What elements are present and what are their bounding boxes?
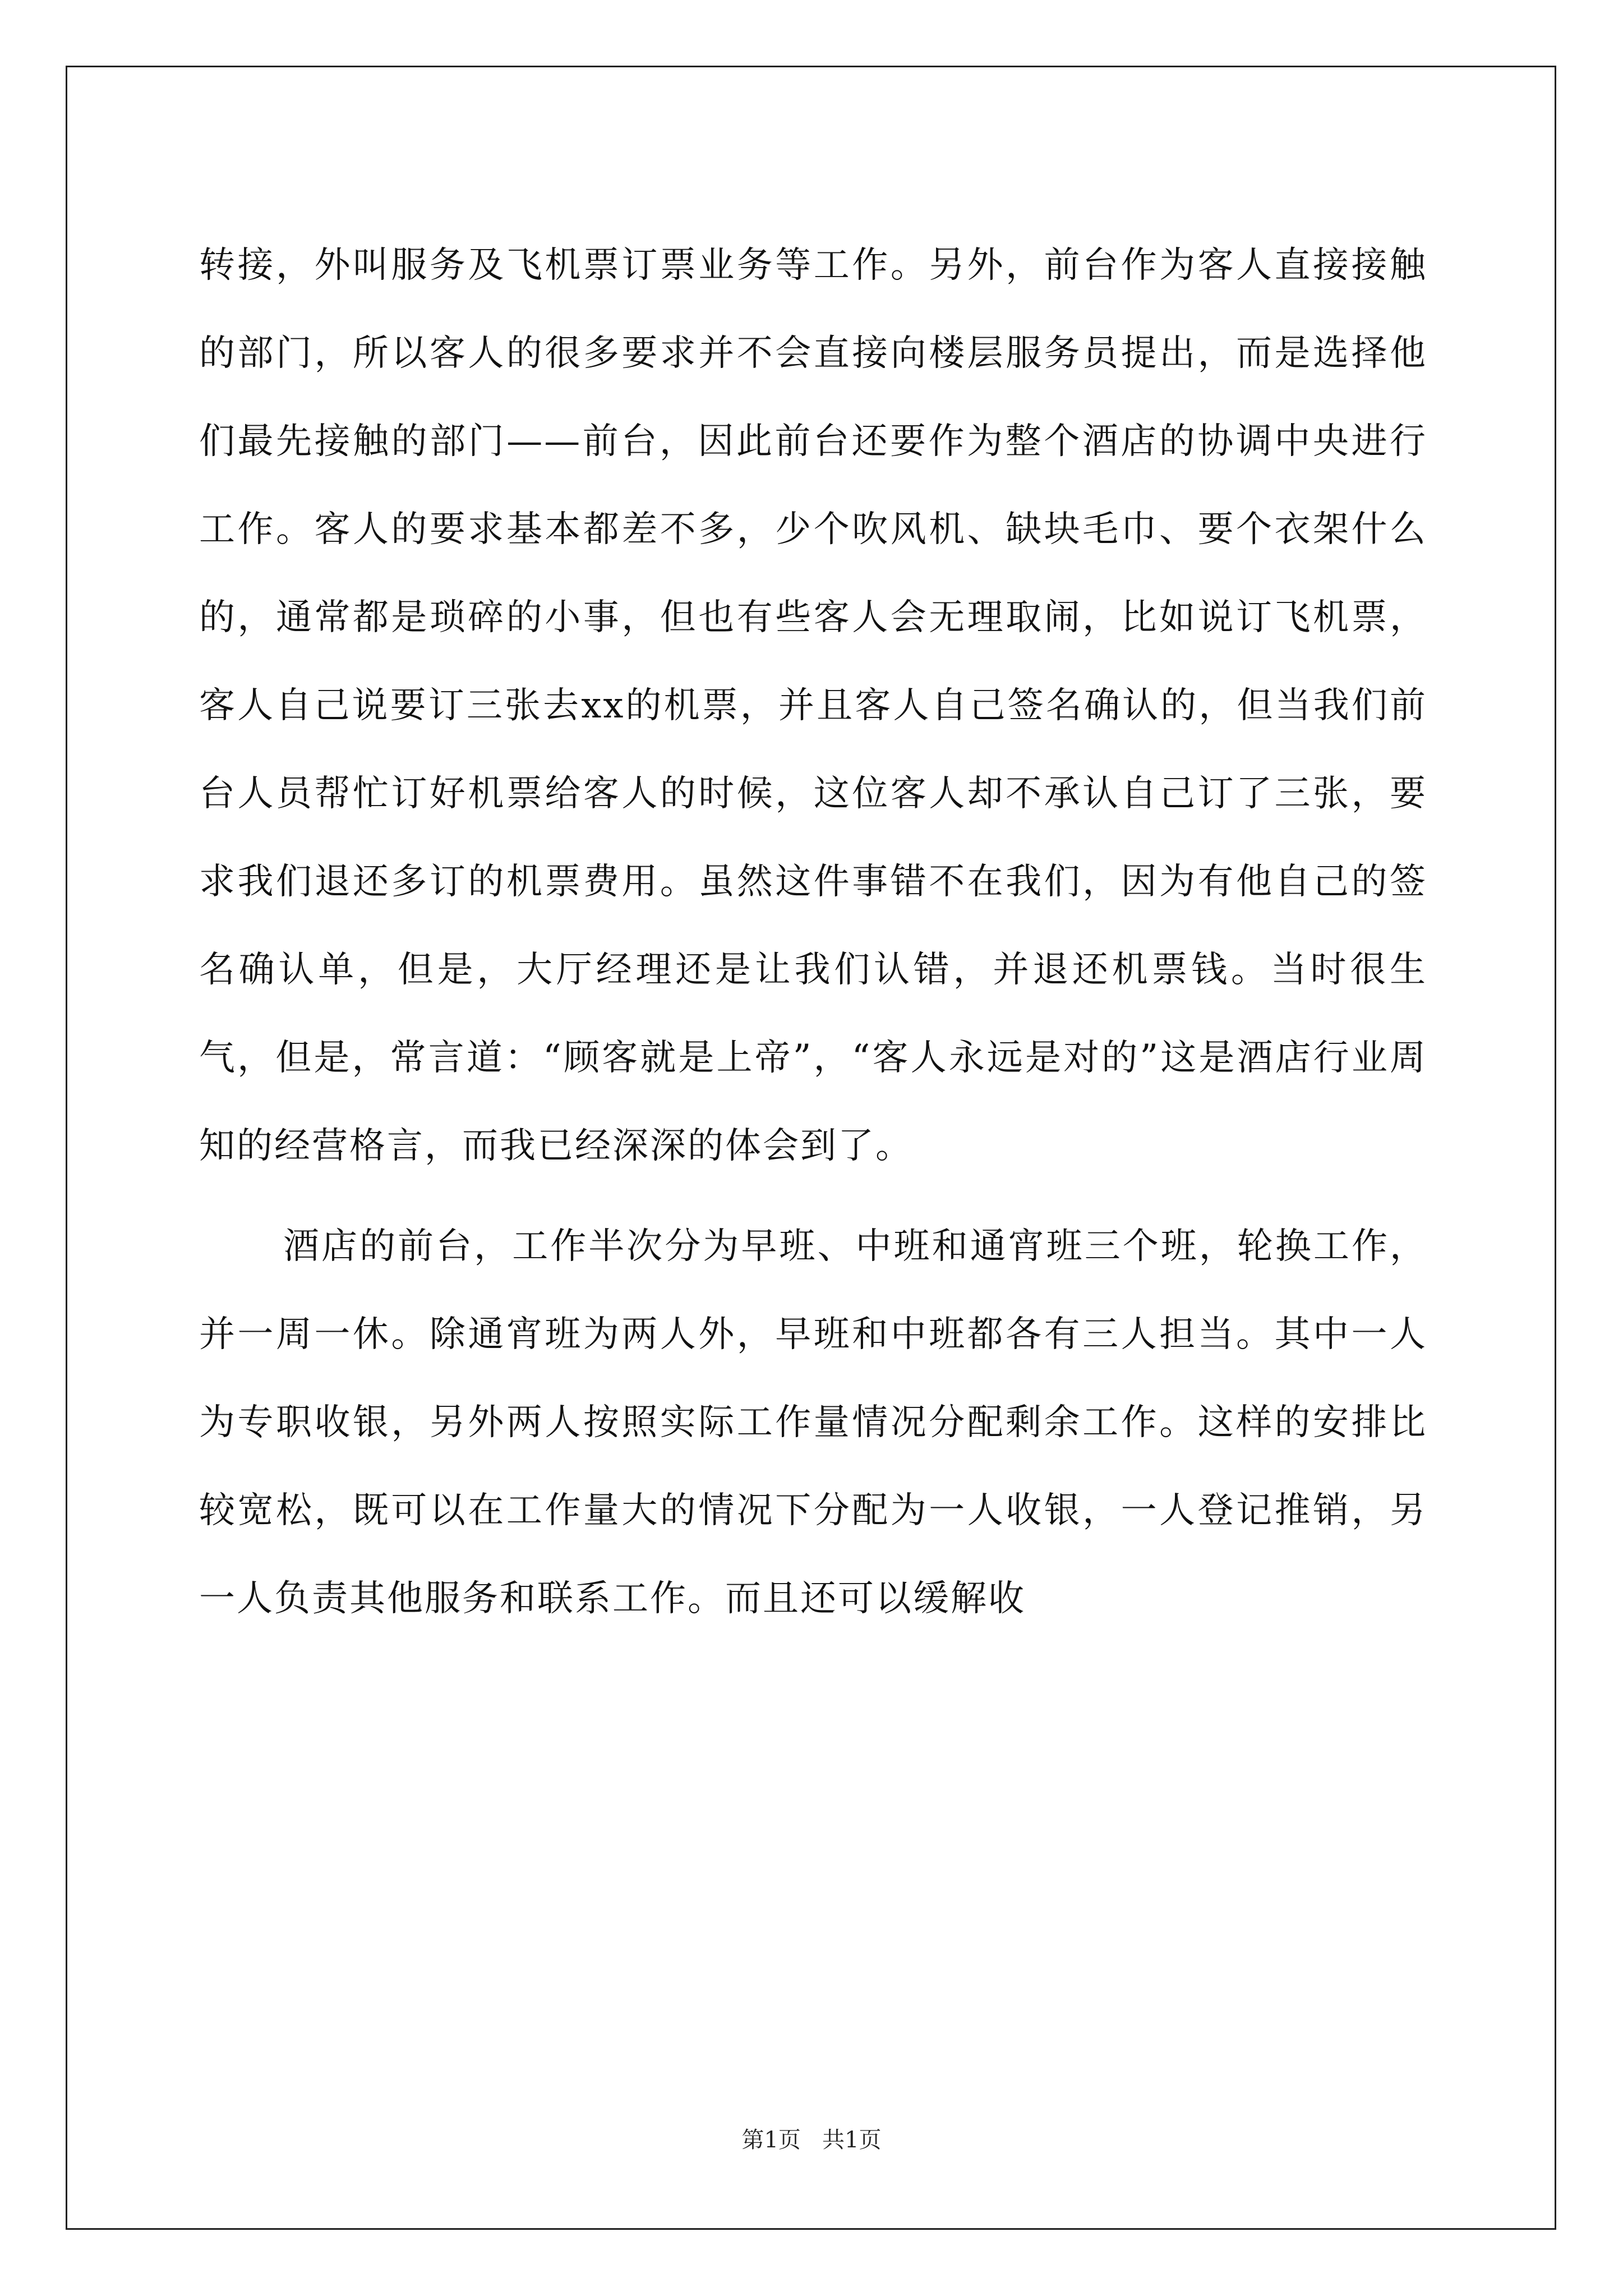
page-number-footer: 第1页 共1页: [741, 2127, 882, 2153]
document-body: [199, 222, 1427, 1643]
paragraph-2: 酒店的前台，工作半次分为早班、中班和通宵班三个班，轮换工作，并一周一休。除通宵班为两人外，早班和中班都各有三人担当。其中一人为专职收银，另外两人按照实际工作量情况分配剩余工作。这样的安排比较宽松，既可以在工作量大的情况下分配为一人收银，一人登记推销，另一人负责其他服务和联系工作。而且还可以缓解收: [199, 1226, 1427, 1619]
paragraph-1: 转接，外叫服务及飞机票订票业务等工作。另外，前台作为客人直接接触的部门，所以客人的很多要求并不会直接向楼层服务员提出，而是选择他们最先接触的部门——前台，因此前台还要作为整个酒店的协调中央进行工作。客人的要求基本都差不多，少个吹风机、缺块毛巾、要个衣架什么的，通常都是琐碎的小事，但也有些客人会无理取闹，比如说订飞机票，客人自己说要订三张去xx的机票，并且客人自己签名确认的，但当我们前台人员帮忙订好机票给客人的时候，这位客人却不承认自己订了三张，要求我们退还多订的机票费用。虽然这件事错不在我们，因为有他自己的签名确认单，但是，大厅经理还是让我们认错，并退还机票钱。当时很生气，但是，常言道：“顾客就是上帝”，“客人永远是对的”这是酒店行业周知的经营格言，而我已经深深的体会到了。: [199, 245, 1427, 1167]
